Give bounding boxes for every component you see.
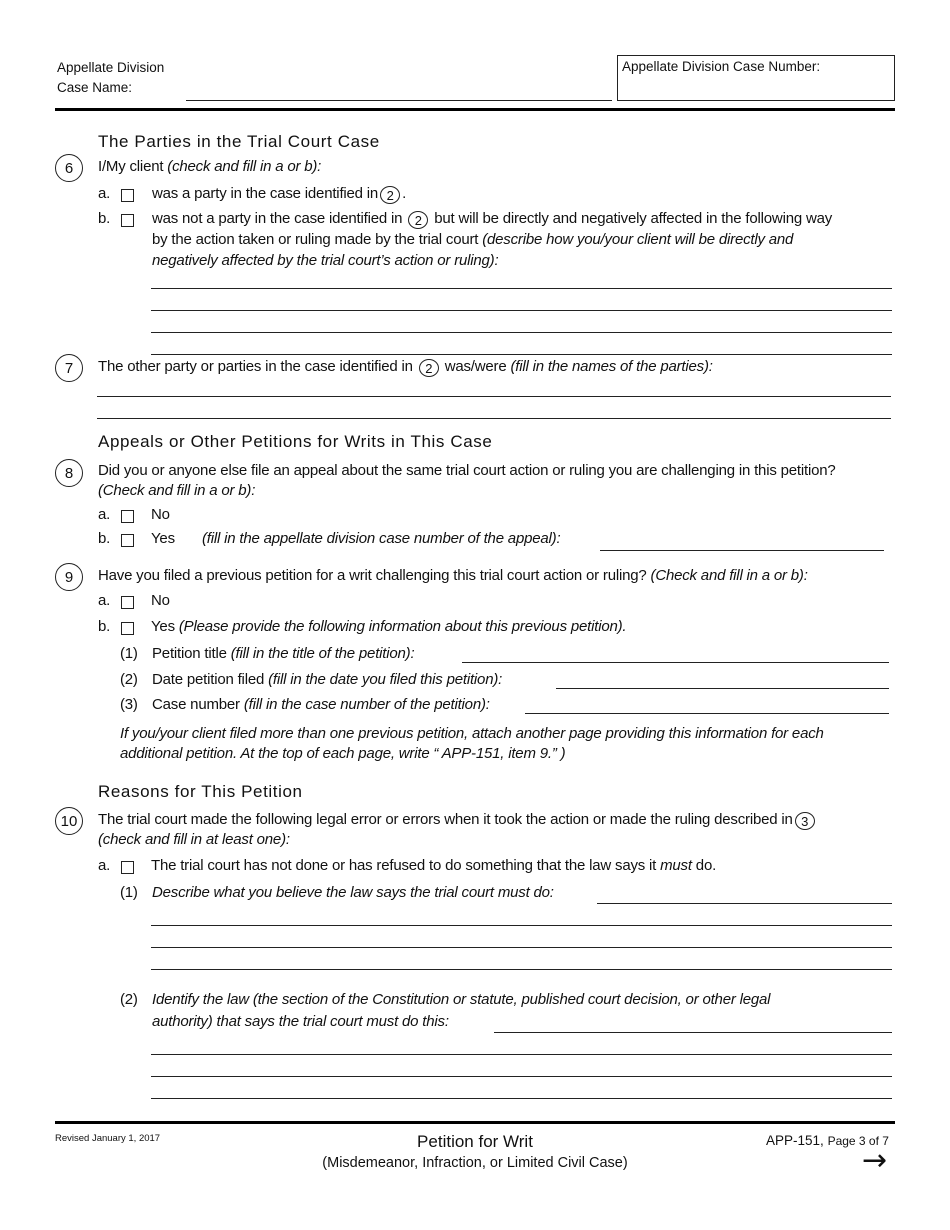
item6-a-end: . — [402, 185, 407, 202]
item7-answer-line[interactable] — [97, 418, 891, 419]
item7-text1: The other party or parties in the case identified in — [98, 358, 413, 375]
item7-answer-line[interactable] — [97, 396, 891, 397]
item9-petition-title-line[interactable] — [462, 662, 889, 663]
item-number-9: 9 — [55, 563, 83, 591]
item-number-10: 10 — [55, 807, 83, 835]
case-name-label-line1: Appellate Division — [57, 60, 165, 75]
form-id: APP-151, — [766, 1133, 824, 1148]
header-divider — [55, 108, 895, 111]
item9-sub2-number: (2) — [120, 671, 138, 688]
item6-b-answer-line[interactable] — [151, 288, 892, 289]
case-number-label: Appellate Division Case Number: — [622, 59, 821, 74]
item8-question: Did you or anyone else file an appeal about the same trial court action or ruling you are challenging in this petition? — [98, 462, 836, 479]
item6-instruction: (check and fill in a or b): — [167, 158, 322, 175]
item6-b-checkbox[interactable] — [121, 214, 134, 227]
item10-sub2-text-line1: Identify the law (the section of the Constitution or statute, published court decision, or other legal — [152, 991, 771, 1008]
item10-sub1-answer-line[interactable] — [151, 947, 892, 948]
item9-prompt — [98, 567, 808, 584]
item6-b-text2: but will be directly and negatively affected in the following way — [434, 210, 833, 227]
item10-sub2-answer-line[interactable] — [151, 1076, 892, 1077]
item6-b-line2-instruction: (describe how you/your client will be directly and — [482, 231, 794, 248]
item6-b-text1: was not a party in the case identified in — [152, 210, 403, 227]
item-ref-2: 2 — [408, 211, 428, 229]
item9-sub2-text: Date petition filed — [152, 671, 265, 688]
item9-sub1-text: Petition title — [152, 645, 227, 662]
item10-sub1-text: Describe what you believe the law says the trial court must do: — [152, 884, 554, 901]
item9-sub1-number: (1) — [120, 645, 138, 662]
next-page-arrow-icon: → — [862, 1143, 888, 1178]
item10-sub2-number: (2) — [120, 991, 138, 1008]
item8-a-label: No — [151, 506, 170, 523]
item8-b-answer-line[interactable] — [600, 550, 884, 551]
case-name-label — [57, 60, 164, 95]
form-title: Petition for Writ — [417, 1132, 533, 1151]
item9-a-letter: a. — [98, 592, 111, 609]
item9-note-line1: If you/your client filed more than one previous petition, attach another page providing this information for each — [120, 725, 824, 742]
case-name-label-line2: Case Name: — [57, 80, 133, 95]
item9-sub1-label — [152, 645, 414, 662]
item10-a-label — [151, 857, 716, 874]
item9-a-label: No — [151, 592, 170, 609]
item10-instruction: (check and fill in at least one): — [98, 831, 290, 848]
item8-instruction: (Check and fill in a or b): — [98, 482, 256, 499]
item10-a-must: must — [660, 857, 692, 874]
item10-sub2-answer-line[interactable] — [494, 1032, 892, 1033]
item9-instruction: (Check and fill in a or b): — [650, 567, 808, 584]
item10-a-text2: do. — [695, 857, 717, 874]
item9-sub2-instruction: (fill in the date you filed this petition): — [268, 671, 503, 688]
item9-b-text: Yes — [151, 618, 175, 635]
item9-b-checkbox[interactable] — [121, 622, 134, 635]
item6-b-line2 — [152, 231, 793, 248]
item9-b-label — [151, 618, 626, 635]
item9-date-filed-line[interactable] — [556, 688, 889, 689]
item7-prompt — [98, 358, 713, 377]
item-ref-3: 3 — [795, 812, 815, 830]
case-name-field[interactable] — [186, 100, 612, 101]
item10-sub2-answer-line[interactable] — [151, 1098, 892, 1099]
item9-sub3-label — [152, 696, 490, 713]
item8-a-letter: a. — [98, 506, 111, 523]
item10-sub1-answer-line[interactable] — [151, 925, 892, 926]
item8-b-checkbox[interactable] — [121, 534, 134, 547]
item6-b-line3-instruction: negatively affected by the trial court’s action or ruling): — [152, 252, 499, 269]
page-number: Page 3 of 7 — [827, 1134, 889, 1148]
item10-a-text1: The trial court has not done or has refused to do something that the law says it — [151, 857, 657, 874]
item8-b-letter: b. — [98, 530, 111, 547]
item8-b-instruction: (fill in the appellate division case number of the appeal): — [202, 530, 561, 547]
item6-b-answer-line[interactable] — [151, 332, 892, 333]
item-ref-2: 2 — [380, 186, 400, 204]
item6-a-letter: a. — [98, 185, 111, 202]
item9-sub3-number: (3) — [120, 696, 138, 713]
item6-b-answer-line[interactable] — [151, 310, 892, 311]
item-number-6: 6 — [55, 154, 83, 182]
footer-divider — [55, 1121, 895, 1124]
item9-sub2-label — [152, 671, 502, 688]
item9-sub1-instruction: (fill in the title of the petition): — [230, 645, 415, 662]
item10-sub2-text-line2: authority) that says the trial court must do this: — [152, 1013, 449, 1030]
item6-b-label — [152, 210, 832, 229]
item10-a-checkbox[interactable] — [121, 861, 134, 874]
section-heading-reasons: Reasons for This Petition — [98, 782, 303, 801]
case-number-field[interactable] — [617, 55, 895, 101]
item6-b-letter: b. — [98, 210, 111, 227]
item6-prompt — [98, 158, 321, 175]
item7-text2: was/were — [444, 358, 507, 375]
item9-b-instruction: (Please provide the following information about this previous petition). — [178, 618, 627, 635]
section-heading-parties: The Parties in the Trial Court Case — [98, 132, 380, 151]
item-ref-2: 2 — [419, 359, 439, 377]
item6-a-checkbox[interactable] — [121, 189, 134, 202]
item6-b-answer-line[interactable] — [151, 354, 892, 355]
item6-text: I/My client — [98, 158, 164, 175]
item-number-8: 8 — [55, 459, 83, 487]
item9-sub3-instruction: (fill in the case number of the petition): — [243, 696, 490, 713]
item6-a-text: was a party in the case identified in — [152, 185, 379, 202]
item10-sub1-answer-line[interactable] — [151, 969, 892, 970]
item9-b-letter: b. — [98, 618, 111, 635]
item9-sub3-text: Case number — [152, 696, 240, 713]
item6-b-line2-text: by the action taken or ruling made by the trial court — [152, 231, 479, 248]
item9-note-line2: additional petition. At the top of each page, write “ APP-151, item 9.” ) — [120, 745, 566, 762]
item10-sub1-answer-line[interactable] — [597, 903, 892, 904]
item7-instruction: (fill in the names of the parties): — [510, 358, 713, 375]
item10-a-letter: a. — [98, 857, 111, 874]
section-heading-appeals: Appeals or Other Petitions for Writs in This Case — [98, 432, 493, 451]
item9-question: Have you filed a previous petition for a writ challenging this trial court action or ruling? — [98, 567, 647, 584]
item9-case-number-line[interactable] — [525, 713, 889, 714]
revision-date: Revised January 1, 2017 — [55, 1133, 161, 1144]
item10-prompt — [98, 811, 817, 830]
item8-a-checkbox[interactable] — [121, 510, 134, 523]
form-subtitle: (Misdemeanor, Infraction, or Limited Civil Case) — [322, 1155, 628, 1171]
item6-a-label — [152, 185, 406, 204]
item10-sub2-answer-line[interactable] — [151, 1054, 892, 1055]
item-number-7: 7 — [55, 354, 83, 382]
item8-b-label: Yes — [151, 530, 175, 547]
item9-a-checkbox[interactable] — [121, 596, 134, 609]
item10-sub1-number: (1) — [120, 884, 138, 901]
item10-text: The trial court made the following legal error or errors when it took the action or made the ruling described in — [98, 811, 793, 828]
